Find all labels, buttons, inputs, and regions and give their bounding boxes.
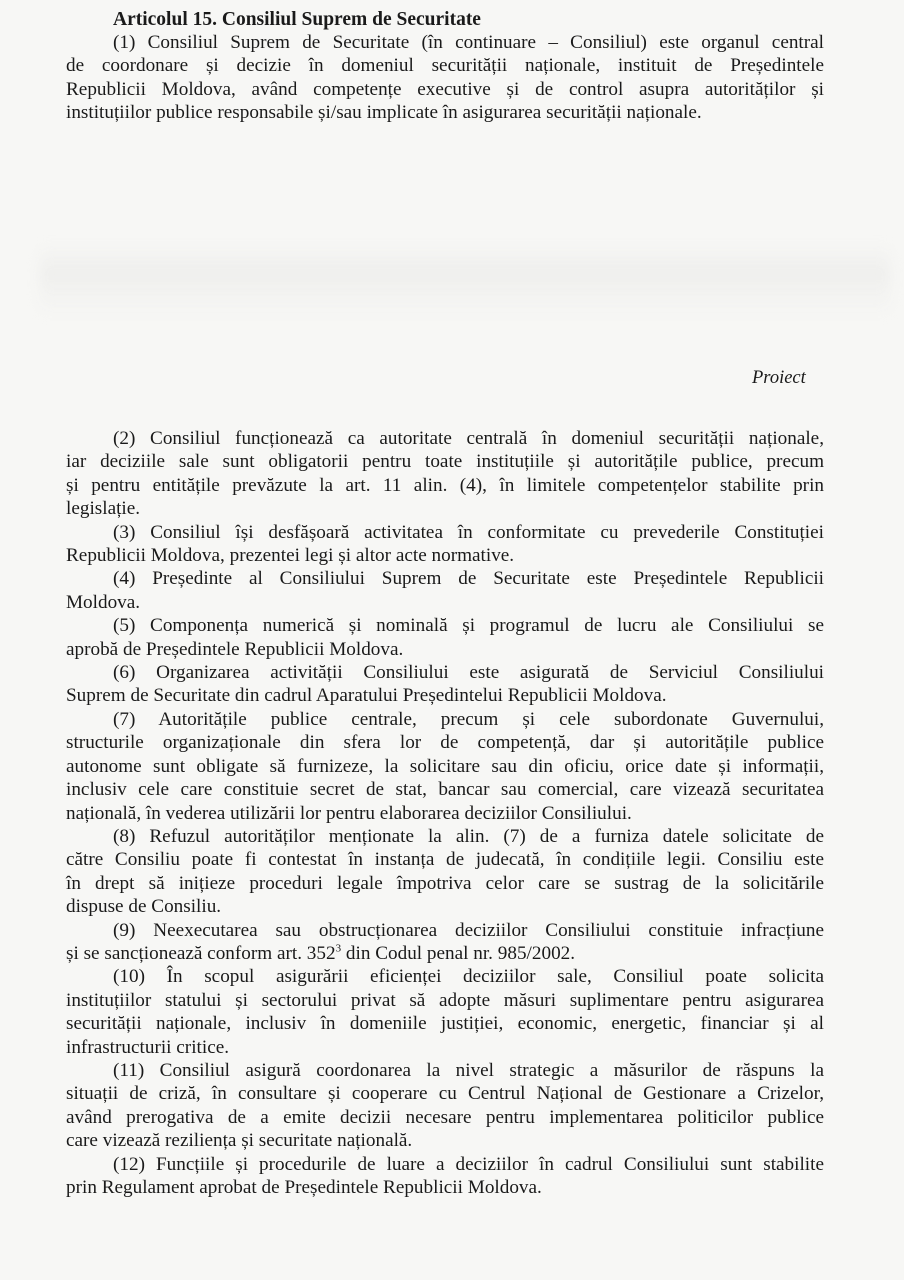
paragraph-line: (7) Autoritățile publice centrale, precum și cele subordonate Guvernului, (113, 708, 824, 730)
paragraph-4 (66, 567, 824, 614)
line-text: și se sancționează conform art. 352 (66, 942, 336, 964)
paragraph-line: legislație. (66, 498, 141, 520)
paragraph-line: Republicii Moldova, prezentei legi și altor acte normative. (66, 545, 515, 567)
paragraph-12 (66, 1153, 824, 1200)
paragraph-5 (66, 614, 824, 661)
paragraph-line: dispuse de Consiliu. (66, 896, 222, 918)
paragraph-line: în drept să inițieze proceduri legale împotriva celor care se sustrag de la solicitările (66, 872, 824, 894)
paragraph-8 (66, 825, 824, 919)
paragraph-line: (4) Președinte al Consiliului Suprem de Securitate este Președintele Republicii (113, 568, 824, 590)
paragraph-2 (66, 427, 824, 521)
paragraph-line: Republicii Moldova, având competențe executive și de control asupra autorităților și (66, 78, 824, 100)
paragraph-line: infrastructurii critice. (66, 1036, 230, 1058)
paragraph-line: (12) Funcțiile și procedurile de luare a deciziilor în cadrul Consiliului sunt stabilite (113, 1153, 824, 1175)
paragraph-line: având prerogativa de a emite decizii necesare pentru implementarea politicilor publice (66, 1106, 824, 1128)
paragraph-line: (9) Neexecutarea sau obstrucționarea deciziilor Consiliului constituie infracțiune (113, 919, 824, 941)
paragraph-line: inclusiv cele care constituie secret de stat, bancar sau comercial, care vizează securitatea (66, 779, 824, 801)
paragraph-line: care vizează reziliența și securitate națională. (66, 1130, 413, 1152)
draft-label: Proiect (752, 368, 806, 388)
superscript: 3 (335, 942, 342, 955)
paragraph-line: către Consiliu poate fi contestat în instanța de judecată, în condițiile legii. Consiliu este (66, 849, 824, 871)
paragraph-line: (6) Organizarea activității Consiliului este asigurată de Serviciul Consiliului (113, 662, 824, 684)
blurred-region (40, 245, 890, 315)
paragraph-6 (66, 661, 824, 708)
paragraph-line: de coordonare și decizie în domeniul securității naționale, instituit de Președintele (66, 55, 824, 77)
paragraph-3 (66, 521, 824, 568)
paragraph-1 (66, 31, 824, 125)
paragraph-line: Moldova. (66, 591, 141, 613)
paragraph-10 (66, 965, 824, 1059)
paragraph-line: (11) Consiliul asigură coordonarea la nivel strategic a măsurilor de răspuns la (113, 1059, 824, 1081)
paragraph-line: instituțiilor publice responsabile și/sau implicate în asigurarea securității naționale. (66, 102, 702, 124)
paragraph-line: iar deciziile sale sunt obligatorii pentru toate instituțiile și autoritățile publice, precum (66, 451, 824, 473)
paragraph-line (66, 942, 824, 965)
paragraph-line: (10) În scopul asigurării eficienței deciziilor sale, Consiliul poate solicita (113, 966, 824, 988)
article-body (66, 427, 824, 1199)
paragraph-line: (1) Consiliul Suprem de Securitate (în continuare – Consiliul) este organul central (113, 32, 824, 53)
paragraph-line: instituțiilor statului și sectorului privat să adopte măsuri suplimentare pentru asigurarea (66, 989, 824, 1011)
paragraph-line: și pentru entitățile prevăzute la art. 11 alin. (4), în limitele competențelor stabilite prin (66, 474, 824, 496)
paragraph-line: structurile organizaționale din sfera lor de competență, dar și autoritățile publice (66, 732, 824, 754)
line-text: din Codul penal nr. 985/2002. (341, 942, 576, 964)
paragraph-7 (66, 708, 824, 825)
paragraph-line: (8) Refuzul autorităților menționate la alin. (7) de a furniza datele solicitate de (113, 825, 824, 847)
paragraph-line: prin Regulament aprobat de Președintele Republicii Moldova. (66, 1177, 542, 1198)
paragraph-11 (66, 1059, 824, 1153)
paragraph-9 (66, 919, 824, 966)
paragraph-line: națională, în vederea utilizării lor pentru elaborarea deciziilor Consiliului. (66, 802, 632, 824)
paragraph-line: aprobă de Președintele Republicii Moldova. (66, 638, 404, 660)
article-title: Articolul 15. Consiliul Suprem de Securitate (113, 9, 481, 30)
paragraph-line: (5) Componența numerică și nominală și programul de lucru ale Consiliului se (113, 615, 824, 637)
paragraph-line: securității naționale, inclusiv în domeniile justiției, economic, energetic, financiar și al (66, 1013, 824, 1035)
paragraph-line: (3) Consiliul își desfășoară activitatea în conformitate cu prevederile Constituției (113, 521, 824, 543)
paragraph-line: situații de criză, în consultare și cooperare cu Centrul Național de Gestionare a Crizelor, (66, 1083, 824, 1105)
paragraph-line: autonome sunt obligate să furnizeze, la solicitare sau din oficiu, orice date și informații, (66, 755, 824, 777)
paragraph-line: Suprem de Securitate din cadrul Aparatului Președintelui Republicii Moldova. (66, 685, 667, 707)
paragraph-line: (2) Consiliul funcționează ca autoritate centrală în domeniul securității naționale, (113, 428, 824, 449)
